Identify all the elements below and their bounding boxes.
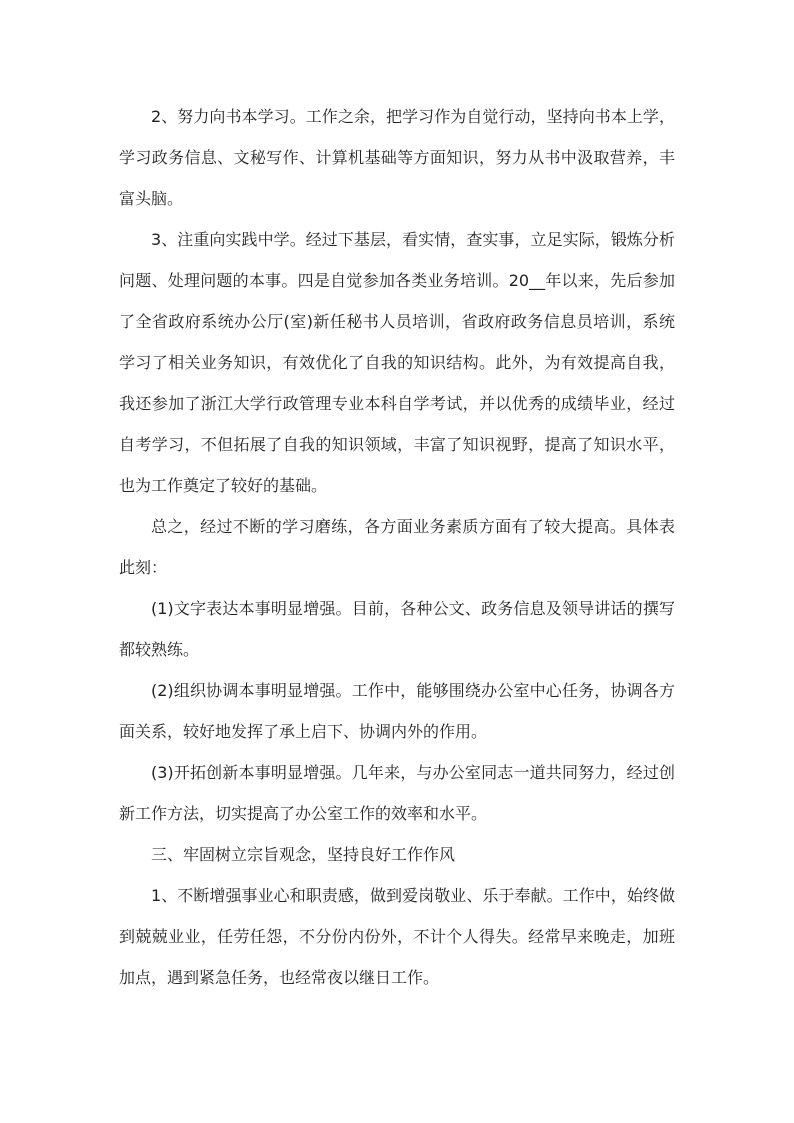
section-heading: 三、牢固树立宗旨观念，坚持良好工作作风 bbox=[151, 845, 456, 864]
paragraph-innovation-skill: (3)开拓创新本事明显增强。几年来，与办公室同志一道共同努力，经过创新工作方法，切实提高了办公室工作的效率和水平。 bbox=[119, 763, 675, 823]
paragraph-summary: 总之，经过不断的学习磨练，各方面业务素质方面有了较大提高。具体表此刻： bbox=[119, 517, 675, 577]
paragraph-study-practice: 3、注重向实践中学。经过下基层，看实情，查实事，立足实际，锻炼分析问题、处理问题的本事。四是自觉参加各类业务培训。20__年以来，先后参加了全省政府系统办公厅(室)新任秘书人员培训，省政府政务信息员培训，系统学习了相关业务知识，有效优化了自我的知识结构。此外，为有效提高自我，我还参加了浙江大学行政管理专业本科自学考试，并以优秀的成绩毕业，经过自考学习，不但拓展了自我的知识领域，丰富了知识视野，提高了知识水平，也为工作奠定了较好的基础。 bbox=[119, 230, 675, 495]
paragraph-dedication: 1、不断增强事业心和职责感，做到爱岗敬业、乐于奉献。工作中，始终做到兢兢业业，任劳任怨，不分份内份外，不计个人得失。经常早来晚走，加班加点，遇到紧急任务，也经常夜以继日工作。 bbox=[119, 886, 675, 987]
paragraph-coordination-skill: (2)组织协调本事明显增强。工作中，能够围绕办公室中心任务，协调各方面关系，较好地发挥了承上启下、协调内外的作用。 bbox=[119, 681, 675, 741]
paragraph-writing-skill: (1)文字表达本事明显增强。目前，各种公文、政务信息及领导讲话的撰写都较熟练。 bbox=[119, 599, 675, 659]
paragraph-study-books: 2、努力向书本学习。工作之余，把学习作为自觉行动，坚持向书本上学，学习政务信息、文秘写作、计算机基础等方面知识，努力从书中汲取营养，丰富头脑。 bbox=[119, 107, 675, 208]
document-body bbox=[119, 96, 675, 998]
